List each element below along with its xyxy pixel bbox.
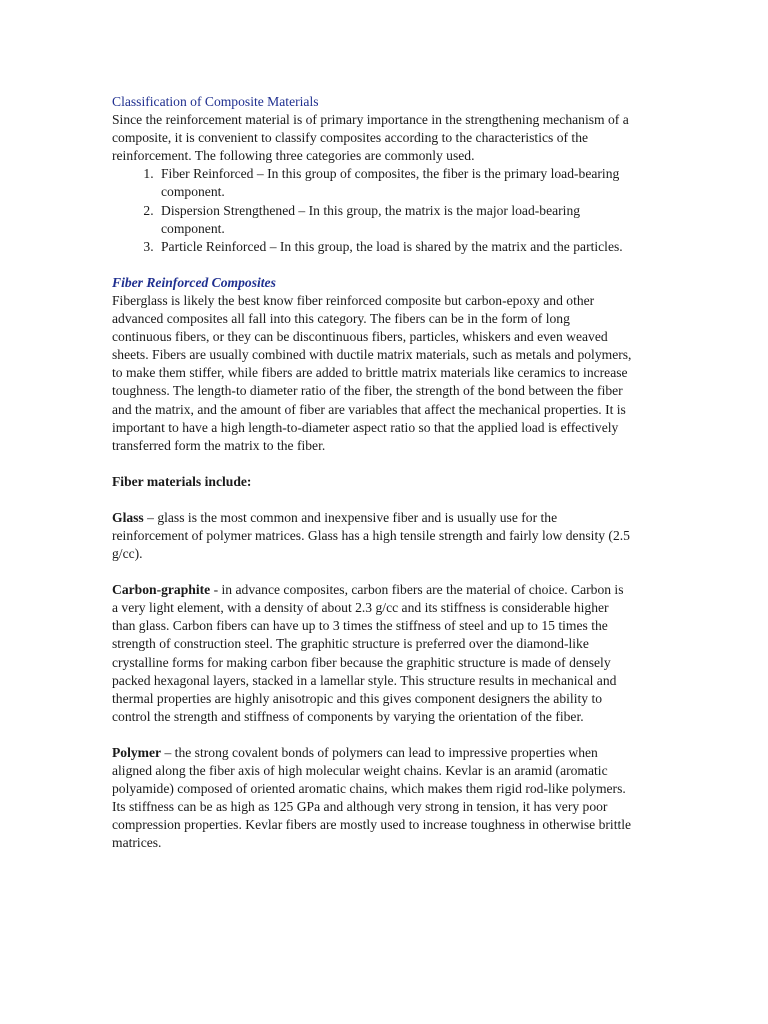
polymer-term: Polymer xyxy=(112,744,162,760)
glass-text: – glass is the most common and inexpensive fiber and is usually use for the reinforcement of polymer matrices. Glass has a high tensile strength and fairly low density (2.5 g/cc). xyxy=(112,509,630,562)
fiber-materials-heading: Fiber materials include: xyxy=(112,473,252,489)
category-list xyxy=(112,165,632,255)
glass-paragraph xyxy=(112,509,632,563)
fiber-reinforced-body: Fiberglass is likely the best know fiber reinforced composite but carbon-epoxy and other advanced composites all fall into this category. The fibers can be in the form of long continuous fibers, or they can be discontinuous fibers, particles, whiskers and even weaved sheets. Fibers are usually combined with ductile matrix materials, such as metals and polymers, to make them stiffer, while fibers are added to brittle matrix materials like ceramics to increase toughness. The length-to diameter ratio of the fiber, the strength of the bond between the fiber and the matrix, and the amount of fiber are variables that affect the mechanical properties. It is important to have a high length-to-diameter aspect ratio so that the applied load is effectively transferred form the matrix to the fiber. xyxy=(112,292,632,453)
carbon-paragraph xyxy=(112,581,632,726)
spacer xyxy=(112,491,632,509)
carbon-term: Carbon-graphite xyxy=(112,582,211,598)
polymer-text: – the strong covalent bonds of polymers can lead to impressive properties when aligned along the fiber axis of high molecular weight chains. Kevlar is an aramid (aromatic polyamide) composed of oriented aromatic chains, which makes them rigid rod-like polymers. Its stiffness can be as high as 125 GPa and although very strong in tension, it has very poor compression properties. Kevlar fibers are mostly used to increase toughness in otherwise brittle matrices. xyxy=(112,744,632,851)
section-title-fiber-reinforced: Fiber Reinforced Composites xyxy=(112,274,276,290)
glass-term: Glass xyxy=(112,509,144,525)
spacer xyxy=(112,455,632,473)
list-item: 1. Fiber Reinforced – In this group of composites, the fiber is the primary load-bearing component. xyxy=(157,165,632,201)
spacer xyxy=(112,256,632,274)
polymer-paragraph xyxy=(112,744,632,853)
carbon-text: - in advance composites, carbon fibers are the material of choice. Carbon is a very light element, with a density of about 2.3 g/cc and its stiffness is considerable higher than glass. Carbon fibers can have up to 3 times the stiffness of steel and up to 15 times the strength of construction steel. The graphitic structure is preferred over the diamond-like crystalline forms for making carbon fiber because the graphitic structure is made of densely packed hexagonal layers, stacked in a lamellar style. This structure results in mechanical and thermal properties are highly anisotropic and this gives component designers the ability to control the strength and stiffness of components by varying the orientation of the fiber. xyxy=(112,582,624,724)
list-item: 3. Particle Reinforced – In this group, the load is shared by the matrix and the particles. xyxy=(157,238,632,256)
document-page xyxy=(112,93,632,852)
classification-intro: Since the reinforcement material is of primary importance in the strengthening mechanism of a composite, it is convenient to classify composites according to the characteristics of the reinforcement. The following three categories are commonly used. xyxy=(112,112,629,164)
list-item: 2. Dispersion Strengthened – In this group, the matrix is the major load-bearing component. xyxy=(157,202,632,238)
spacer xyxy=(112,726,632,744)
spacer xyxy=(112,563,632,581)
section-title-classification: Classification of Composite Materials xyxy=(112,94,319,109)
